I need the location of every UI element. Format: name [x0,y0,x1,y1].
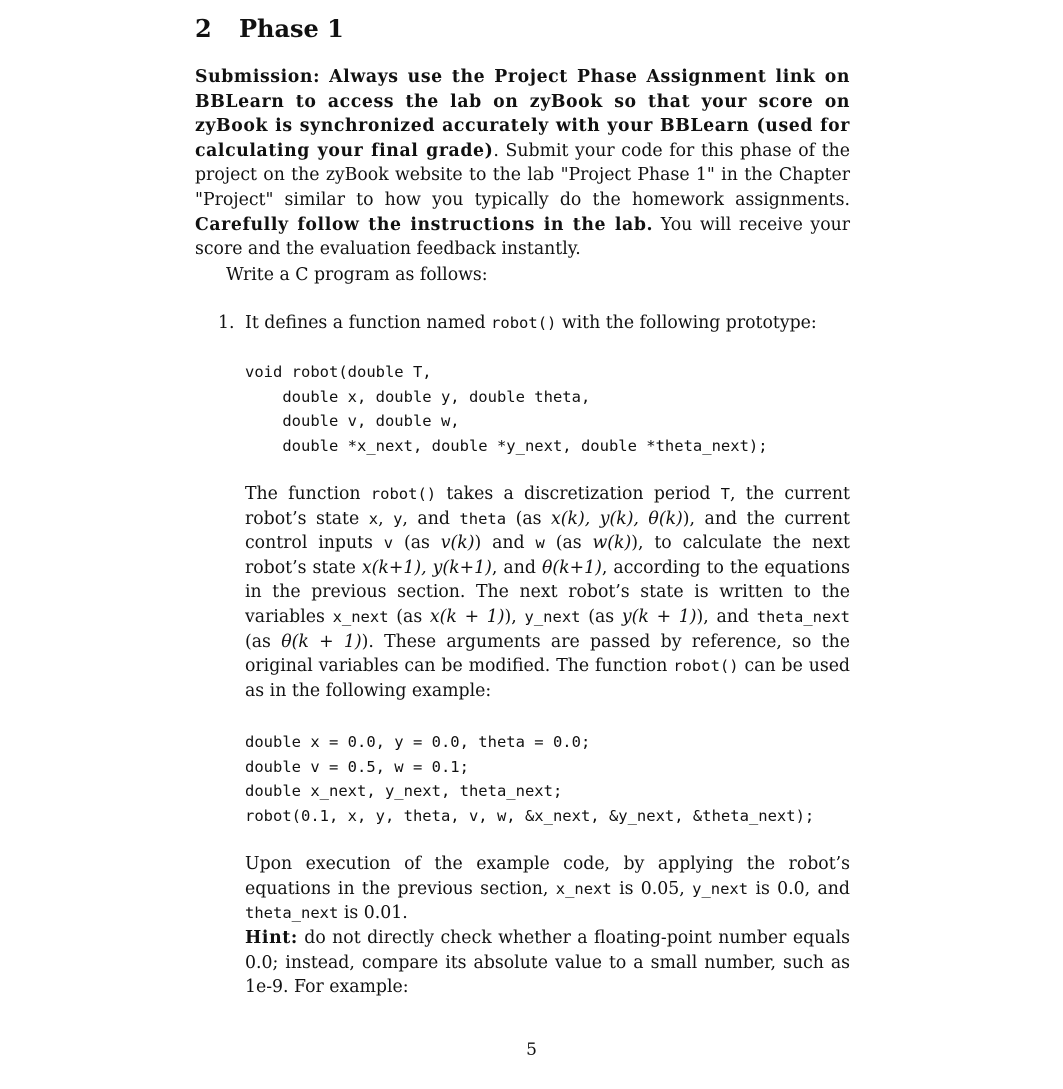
section-number: 2 [195,14,212,43]
submission-bold: Submission: Always use the Project Phase Assignment link on BBLearn to access the lab on zyBook so that your score on zyBook is synchronized accurately with your BBLearn (used for calculating your final grade) [195,67,850,161]
submission-text: . Submit your code for this phase of the project on the zyBook website to the lab "Project Phase 1" in the Chapter "Project" similar to how you typically do the homework assignments. [195,140,851,210]
hint-text: do not directly check whether a floating-point number equals 0.0; instead, compare its absolute value to a small number, such as 1e-9. For example: [245,928,850,998]
submission-text-end: You will receive your score and the evaluation feedback instantly. [195,214,850,260]
result-paragraph: Upon execution of the example code, by applying the robot’s equations in the previous section, x_next is 0.05, y_next is 0.0, and theta_next is 0.01. [245,854,850,924]
section-heading [195,14,344,43]
page-number: 5 [526,1040,537,1060]
prototype-code: void robot(double T, double x, double y, double theta, double v, double w, double *x_next, double *y_next, double *theta_next); [245,363,768,455]
section-title: Phase 1 [239,14,344,43]
list-item-number: 1. [218,313,235,333]
hint-paragraph [245,926,850,1000]
submission-paragraph [195,65,850,262]
instructions-bold: Carefully follow the instructions in the lab. [195,214,654,235]
list-item-lead: It defines a function named robot() with the following prototype: [245,313,817,333]
intro-paragraph: Write a C program as follows: [226,265,488,285]
function-explanation: The function robot() takes a discretization period T, the current robot’s state x, y, and theta (as x(k), y(k), θ(k)), and the current control inputs v (as v(k)) and w (as w(k)), to calculate the next robot’s state x(k+1), y(k+1), and θ(k+1), according to the equations in the previous section. The next robot’s state is written to the variables x_next (as x(k + 1)), y_next (as y(k + 1)), and theta_next (as θ(k + 1)). These arguments are passed by reference, so the original variables can be modified. The function robot() can be used as in the following example: [245,484,851,701]
hint-label: Hint: [245,928,298,948]
example-code: double x = 0.0, y = 0.0, theta = 0.0; double v = 0.5, w = 0.1; double x_next, y_next, theta_next; robot(0.1, x, y, theta, v, w, &x_next, &y_next, &theta_next); [245,733,815,825]
